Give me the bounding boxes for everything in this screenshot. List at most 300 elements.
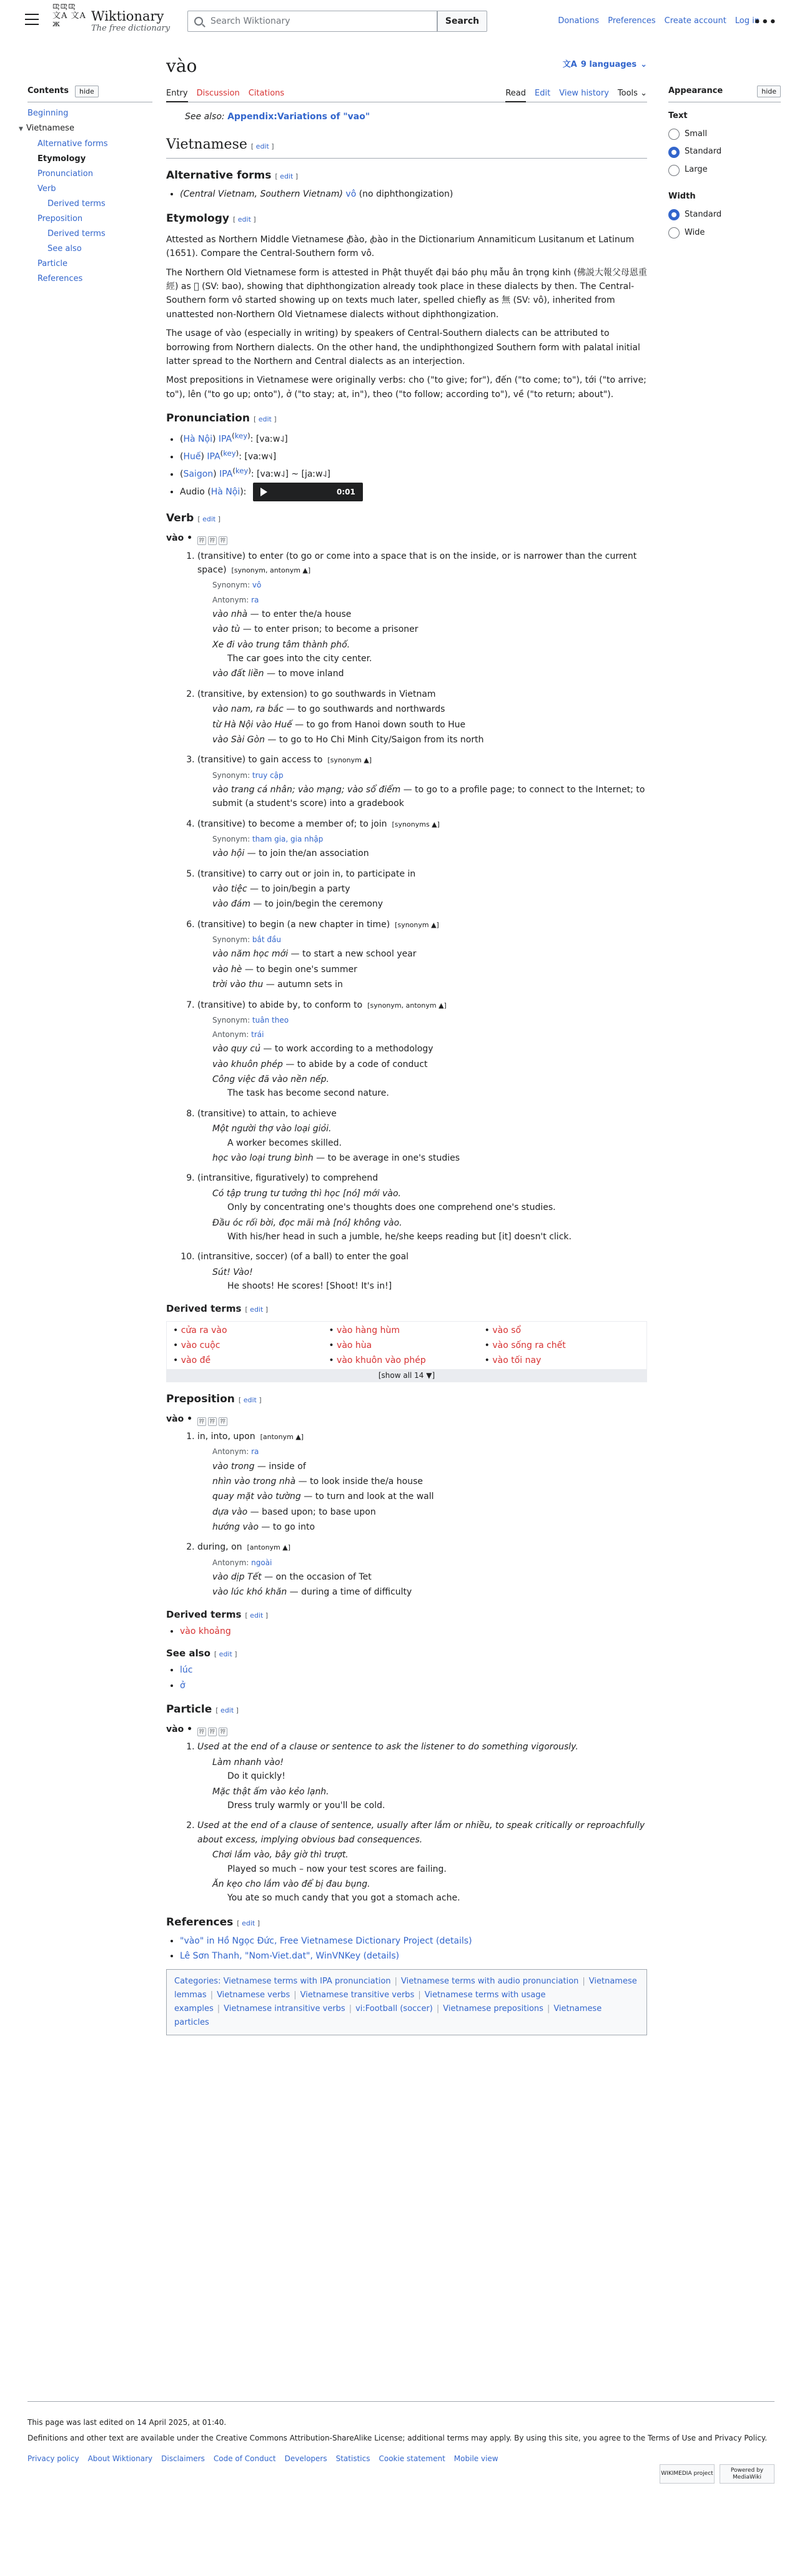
antonyms-line: [212, 1029, 647, 1041]
about-link[interactable]: About Wiktionary: [87, 2454, 153, 2464]
example-translation: — to start a new school year: [288, 949, 417, 960]
ipa-link[interactable]: IPA: [218, 434, 232, 445]
sense: [197, 1171, 647, 1244]
example-translation: — to look inside the/a house: [295, 1476, 423, 1487]
derived-term-link[interactable]: vào cuộc: [181, 1340, 220, 1350]
tab-read[interactable]: Read: [505, 84, 526, 102]
example-translation: — to enter the/a house: [247, 609, 352, 619]
edit-link[interactable]: edit: [250, 1611, 264, 1620]
chu-nom-icon[interactable]: 𡦂: [208, 1728, 217, 1736]
example-vietnamese: vào trang cá nhân; vào mạng; vào sổ điểm: [212, 784, 401, 795]
usage-example: [212, 1073, 647, 1101]
pronunciation-item: • (Huế) $IPA^{(key)}$: [vaːw˦˩]: [180, 448, 647, 464]
reference-link[interactable]: "vào" in Hồ Ngọc Đức, Free Vietnamese Dictionary Project (details): [180, 1935, 472, 1946]
antonym-link[interactable]: ngoài: [251, 1558, 272, 1567]
table-of-contents: [19, 85, 152, 287]
synonyms-label: Synonym:: [212, 770, 252, 780]
verb-senses: [166, 549, 647, 1294]
usage-example: [212, 783, 647, 811]
toc-item-alternative-forms[interactable]: Alternative forms: [37, 139, 108, 149]
see-also-term-link[interactable]: lúc: [180, 1665, 193, 1676]
toc-item-vietnamese[interactable]: Vietnamese: [26, 123, 74, 133]
example-vietnamese: vào Sài Gòn: [212, 734, 265, 745]
edit-link[interactable]: edit: [258, 415, 272, 424]
derived-term-link[interactable]: cửa ra vào: [181, 1325, 227, 1335]
example-vietnamese: vào nam, ra bắc: [212, 704, 284, 715]
toc-item-pronunciation[interactable]: Pronunciation: [37, 169, 93, 179]
sense-definition: during, on: [197, 1542, 242, 1553]
usage-example: [212, 1848, 647, 1876]
tab-discussion[interactable]: Discussion: [196, 89, 240, 98]
reference-item: [180, 1934, 647, 1948]
list-item: [180, 1625, 647, 1638]
sense: [197, 1107, 647, 1166]
sense-definition: (transitive) to abide by, to conform to: [197, 1000, 363, 1010]
category-link[interactable]: vi:Football (soccer): [355, 2004, 433, 2014]
usage-example: [212, 1490, 647, 1503]
sense: [197, 817, 647, 861]
sense-definition: (intransitive, soccer) (of a ball) to enter the goal: [197, 1252, 409, 1262]
etymology-paragraph: Most prepositions in Vietnamese were originally verbs: cho ("to give; for"), đến ("to come; to"), tới ("to arrive; to"), lên ("to go up; onto"), ở ("to stay; at, in"), theo ("to follow; according to"), về ("to return; about").: [166, 375, 646, 400]
category-link[interactable]: Vietnamese terms with audio pronunciation: [401, 1977, 579, 1987]
usage-example: [212, 882, 647, 896]
category-separator: |: [294, 1990, 297, 2000]
alt-form-link[interactable]: vô: [345, 189, 357, 200]
category-link[interactable]: Vietnamese prepositions: [443, 2004, 543, 2014]
headword-line: vào • 𡦂 𡦂 𡦂: [166, 1723, 647, 1736]
example-translation: — to go to a profile page; to connect to the Internet; to submit (a student's score) into a gradebook: [212, 784, 645, 809]
tab-citations[interactable]: Citations: [248, 89, 285, 98]
heading-particle: Particle [ edit ]: [166, 1703, 239, 1716]
category-link[interactable]: Vietnamese lemmas: [174, 1977, 637, 2000]
heading-verb: Verb [ edit ]: [166, 512, 221, 525]
synonym-toggle[interactable]: [antonym ▲]: [260, 1432, 304, 1441]
derived-term-link[interactable]: vào đề: [181, 1355, 211, 1365]
example-translation: — to move inland: [264, 669, 344, 679]
ipa-link[interactable]: IPA: [207, 451, 220, 462]
synonym-toggle[interactable]: [antonym ▲]: [247, 1543, 291, 1552]
example-translation: — to begin one's summer: [242, 964, 357, 975]
derived-term: [329, 1323, 484, 1338]
example-vietnamese: vào dịp Tết: [212, 1572, 262, 1583]
chu-nom-icon[interactable]: 𡦂: [197, 536, 206, 545]
sense-definition: (intransitive, figuratively) to comprehend: [197, 1173, 379, 1184]
usage-example: [212, 1266, 647, 1294]
dialect-link[interactable]: Huế: [183, 451, 201, 462]
usage-example: [212, 1058, 647, 1071]
tab-tools[interactable]: Tools ⌄: [617, 89, 647, 98]
footer-links: [27, 2453, 775, 2465]
example-vietnamese: học vào loại trung bình: [212, 1153, 314, 1164]
synonyms-line: [212, 934, 647, 946]
create-account-link[interactable]: Create account: [664, 16, 726, 26]
usage-example: [212, 1877, 647, 1905]
sense: [197, 1250, 647, 1293]
privacy-policy-link[interactable]: Privacy policy: [27, 2454, 79, 2464]
chevron-down-icon[interactable]: ▼: [19, 125, 23, 132]
derived-term-link[interactable]: vào tối nay: [492, 1355, 542, 1365]
toc-hide-button[interactable]: hide: [75, 86, 99, 97]
example-vietnamese: hướng vào: [212, 1522, 259, 1533]
play-icon[interactable]: [260, 488, 267, 496]
synonym-link[interactable]: tham gia, gia nhập: [252, 835, 324, 844]
width-standard-radio[interactable]: [668, 209, 680, 220]
heading-etymology: Etymology [ edit ]: [166, 212, 256, 225]
example-vietnamese: Làm nhanh vào!: [212, 1757, 284, 1767]
usage-example: [212, 1520, 647, 1534]
toc-item-beginning[interactable]: Beginning: [27, 108, 69, 118]
heading-prep-derived-terms: Derived terms [ edit ]: [166, 1608, 269, 1620]
example-vietnamese: từ Hà Nội vào Huế: [212, 719, 292, 730]
chu-nom-icon[interactable]: 𡦂: [197, 1417, 206, 1426]
example-vietnamese: quay mặt vào tường: [212, 1492, 301, 1502]
usage-example: [212, 1756, 647, 1784]
sense-definition: (transitive) to attain, to achieve: [197, 1108, 337, 1119]
example-translation: — to join/begin a party: [247, 884, 350, 894]
sense: [197, 753, 647, 810]
toc-item-verb-derived-terms[interactable]: Derived terms: [47, 199, 106, 209]
toc-item-etymology[interactable]: Etymology: [37, 154, 86, 164]
see-also-link[interactable]: Appendix:Variations of "vao": [227, 112, 370, 122]
preposition-senses: [166, 1430, 647, 1600]
see-also-term-link[interactable]: ở: [180, 1680, 186, 1691]
audio-time: 0:01: [336, 487, 355, 496]
statistics-link[interactable]: Statistics: [335, 2454, 370, 2464]
usage-example: [212, 1570, 647, 1584]
category-separator: |: [210, 1990, 214, 2000]
usage-example: [212, 1460, 647, 1473]
dialect-link[interactable]: Hà Nội: [183, 434, 212, 445]
example-vietnamese: Có tập trung tư tưởng thì học [nó] mới vào.: [212, 1188, 401, 1199]
antonyms-label: Antonym:: [212, 1558, 252, 1567]
sense: [197, 867, 647, 912]
category-separator: |: [547, 2004, 550, 2014]
example-translation: — autumn sets in: [263, 980, 343, 990]
example-translation: — to go to Ho Chi Minh City/Saigon from its north: [264, 734, 484, 745]
example-translation: The task has become second nature.: [227, 1088, 389, 1099]
edit-link[interactable]: edit: [237, 215, 251, 224]
example-translation: Do it quickly!: [227, 1771, 285, 1782]
language-button[interactable]: 文A 9 languages ⌄: [563, 59, 647, 72]
appearance-panel: [668, 85, 781, 239]
edit-link[interactable]: edit: [243, 1395, 257, 1404]
site-footer: [27, 2401, 775, 2480]
mobile-view-link[interactable]: Mobile view: [453, 2454, 498, 2464]
example-vietnamese: dựa vào: [212, 1507, 248, 1517]
heading-references: References [ edit ]: [166, 1915, 260, 1929]
synonym-toggle[interactable]: [synonym, antonym ▲]: [231, 566, 311, 574]
logo-tagline: The free dictionary: [91, 24, 171, 33]
heading-verb-derived-terms: Derived terms [ edit ]: [166, 1302, 269, 1314]
width-wide-radio[interactable]: [668, 227, 680, 238]
example-translation: A worker becomes skilled.: [227, 1138, 342, 1148]
example-translation: — on the occasion of Tet: [261, 1572, 372, 1583]
example-vietnamese: vào quy củ: [212, 1044, 260, 1054]
usage-example: [212, 1785, 647, 1813]
ipa-key-link[interactable]: key: [223, 449, 236, 458]
derived-term: [485, 1338, 640, 1353]
usage-example: [212, 607, 647, 621]
example-translation: Only by concentrating one's thoughts does one comprehend one's studies.: [227, 1202, 556, 1213]
width-wide-label: Wide: [685, 227, 705, 237]
usage-example: [212, 1187, 647, 1215]
audio-item: • Audio (Hà Nội): 0:01: [180, 483, 647, 501]
donations-link[interactable]: Donations: [558, 16, 600, 26]
dialect-link[interactable]: Saigon: [183, 469, 214, 479]
antonym-link[interactable]: trái: [251, 1030, 264, 1040]
derived-term: [173, 1338, 329, 1353]
antonyms-label: Antonym:: [212, 1030, 252, 1040]
chu-nom-icon[interactable]: 𡦂: [208, 1417, 217, 1426]
usage-example: [212, 963, 647, 976]
derived-term-link[interactable]: vào sống ra chết: [492, 1340, 566, 1350]
usage-example: [212, 978, 647, 991]
example-vietnamese: Mặc thật ấm vào kẻo lạnh.: [212, 1786, 329, 1797]
sense: [197, 918, 647, 992]
category-link[interactable]: Vietnamese transitive verbs: [300, 1990, 415, 2000]
derived-term: [329, 1338, 484, 1353]
example-translation: — during a time of difficulty: [287, 1587, 412, 1598]
antonyms-line: [212, 594, 647, 606]
sense-definition: (transitive) to begin (a new chapter in time): [197, 919, 390, 930]
example-vietnamese: vào nhà: [212, 609, 248, 619]
dialect-link[interactable]: Hà Nội: [210, 487, 240, 498]
log-in-link[interactable]: Log in: [735, 16, 760, 26]
synonyms-label: Synonym:: [212, 1015, 252, 1025]
particle-senses: [166, 1740, 647, 1905]
usage-example: [212, 718, 647, 732]
example-translation: With his/her head in such a jumble, he/she keeps reading but [it] doesn't click.: [227, 1231, 572, 1242]
toc-item-particle[interactable]: Particle: [37, 258, 68, 268]
derived-term: [329, 1353, 484, 1368]
wikimedia-badge[interactable]: WIKIMEDIA project: [660, 2464, 715, 2484]
synonym-toggle[interactable]: [synonym ▲]: [395, 920, 439, 929]
mediawiki-badge[interactable]: Powered by MediaWiki: [720, 2464, 775, 2484]
heading-preposition: Preposition [ edit ]: [166, 1392, 262, 1405]
toc-item-prep-derived-terms[interactable]: Derived terms: [47, 229, 106, 238]
code-of-conduct-link[interactable]: Code of Conduct: [213, 2454, 276, 2464]
derived-term: [485, 1353, 640, 1368]
category-link[interactable]: Vietnamese terms with IPA pronunciation: [223, 1977, 391, 1987]
example-vietnamese: trời vào thu: [212, 980, 264, 990]
show-all-derived-button[interactable]: [show all 14 ▼]: [167, 1369, 646, 1382]
toc-item-see-also[interactable]: See also: [47, 243, 82, 253]
edit-link[interactable]: edit: [242, 1919, 255, 1927]
example-vietnamese: Đầu óc rối bời, đọc mãi mà [nó] không vào.: [212, 1217, 402, 1228]
list-item: [180, 1679, 647, 1693]
antonym-link[interactable]: ra: [251, 1447, 259, 1457]
chu-nom-icon[interactable]: 𡦂: [219, 536, 227, 545]
pronunciation-item: • (Saigon) $IPA^{(key)}$: [vaːw˨˩] ~ [jaːw˨˩]: [180, 465, 647, 481]
heading-see-also: See also [ edit ]: [166, 1648, 237, 1659]
headword-line: vào • 𡦂 𡦂 𡦂: [166, 531, 647, 545]
usage-example: [212, 1475, 647, 1488]
etymology-paragraph: The Northern Old Vietnamese form is attested in Phật thuyết đại báo phụ mẫu ân trọng kinh (佛説大報父母恩重經) as 𨀈 (SV: bao), showing that diphthongization already took place in these dialects by then. The Central-Southern form vô started showing up on texts much later, spelled chiefly as 無 (SV: vô), inherited from unattested non-Northern Old Vietnamese dialects without diphthongization.: [166, 267, 647, 320]
synonym-toggle[interactable]: [synonym, antonym ▲]: [367, 1001, 447, 1010]
example-vietnamese: Một người thợ vào loại giỏi.: [212, 1124, 332, 1134]
antonyms-label: Antonym:: [212, 595, 252, 604]
chu-nom-icon[interactable]: 𡦂: [219, 1728, 227, 1736]
example-vietnamese: Xe đi vào trung tâm thành phố.: [212, 639, 350, 650]
sense-definition: (transitive) to become a member of; to join: [197, 819, 387, 829]
chevron-down-icon: ⌄: [640, 89, 647, 98]
sense-definition: (transitive) to gain access to: [197, 755, 323, 765]
tab-edit[interactable]: Edit: [535, 89, 551, 98]
example-vietnamese: vào khuôn phép: [212, 1059, 283, 1069]
derived-term-link[interactable]: vào hàng hùm: [337, 1325, 400, 1335]
ipa-key-link[interactable]: key: [235, 466, 249, 476]
example-translation: He shoots! He scores! [Shoot! It's in!]: [227, 1281, 392, 1292]
main-menu-icon[interactable]: [25, 14, 39, 25]
edit-link[interactable]: edit: [220, 1706, 234, 1714]
headword-line: vào • 𡦂 𡦂 𡦂: [166, 1412, 647, 1426]
example-vietnamese: Chơi lắm vào, bây giờ thì trượt.: [212, 1850, 349, 1861]
synonym-link[interactable]: bắt đầu: [252, 935, 281, 945]
appearance-title: Appearance: [668, 86, 723, 96]
preferences-link[interactable]: Preferences: [608, 16, 656, 26]
edit-link[interactable]: edit: [202, 515, 216, 524]
text-standard-radio[interactable]: [668, 147, 680, 158]
language-icon: 文A: [562, 60, 577, 69]
ipa-link[interactable]: IPA: [219, 469, 233, 479]
derived-term-link[interactable]: vào hùa: [337, 1340, 372, 1350]
example-translation: — to join the/an association: [244, 848, 369, 859]
synonyms-line: [212, 579, 647, 591]
derived-term-link[interactable]: vào khuôn vào phép: [337, 1355, 426, 1365]
synonym-toggle[interactable]: [synonym ▲]: [327, 756, 372, 765]
example-translation: — to abide by a code of conduct: [282, 1059, 428, 1069]
example-translation: — to go southwards and northwards: [283, 704, 445, 715]
wiktionary-logo-icon[interactable]: ꕓꕓꕓ 文A 文A ж: [52, 3, 86, 29]
reference-link[interactable]: Lê Sơn Thanh, "Nom-Viet.dat", WinVNKey (details): [180, 1951, 400, 1962]
etymology-paragraph: The usage of vào (especially in writing) by speakers of Central-Southern dialects can be attributed to borrowing from Northern dialects. On the other hand, the undiphthongized Southern form with palatal initial latter spread to the Northern and Central dialects as an interjection.: [166, 328, 640, 366]
sense: [197, 1430, 647, 1535]
search-input[interactable]: [209, 16, 415, 27]
text-large-label: Large: [685, 165, 708, 175]
example-translation: — to go into: [258, 1522, 315, 1533]
text-small-label: Small: [685, 129, 708, 139]
derived-term-link[interactable]: vào sổ: [492, 1325, 522, 1335]
sense-definition: Used at the end of a clause or sentence to ask the listener to do something vigorously.: [197, 1742, 578, 1753]
category-link[interactable]: Vietnamese intransitive verbs: [224, 2004, 345, 2014]
page-title: vào: [166, 56, 197, 76]
audio-player[interactable]: [253, 483, 363, 501]
appearance-hide-button[interactable]: hide: [757, 86, 781, 97]
user-links: [558, 15, 760, 28]
edit-link[interactable]: edit: [219, 1650, 232, 1659]
chu-nom-icon[interactable]: 𡦂: [197, 1728, 206, 1736]
synonym-link[interactable]: truy cập: [252, 770, 284, 780]
example-translation: — to turn and look at the wall: [300, 1492, 434, 1502]
synonyms-label: Synonym:: [212, 835, 252, 844]
categories-label[interactable]: Categories:: [174, 1977, 221, 1987]
category-separator: |: [436, 2004, 440, 2014]
search-icon: [194, 17, 203, 26]
chu-nom-icon[interactable]: 𡦂: [208, 536, 217, 545]
derived-term: [173, 1323, 329, 1338]
example-translation: — inside of: [254, 1461, 306, 1472]
toc-item-references[interactable]: References: [37, 273, 83, 283]
main-content: [166, 54, 647, 2035]
synonyms-line: [212, 770, 647, 782]
example-translation: Dress truly warmly or you'll be cold.: [227, 1800, 385, 1811]
usage-example: [212, 638, 647, 666]
usage-example: [212, 947, 647, 961]
category-link[interactable]: Vietnamese verbs: [217, 1990, 290, 2000]
example-vietnamese: vào hè: [212, 964, 242, 975]
antonym-link[interactable]: ra: [251, 595, 259, 604]
search-button[interactable]: Search: [437, 11, 487, 32]
ipa-key-link[interactable]: key: [234, 431, 248, 441]
antonyms-line: [212, 1557, 647, 1569]
example-translation: — to work according to a methodology: [260, 1044, 433, 1054]
usage-example: [212, 897, 647, 911]
sense: [197, 1540, 647, 1599]
sense-definition: (transitive, by extension) to go southwards in Vietnam: [197, 689, 436, 699]
cookie-statement-link[interactable]: Cookie statement: [379, 2454, 445, 2464]
category-link[interactable]: Vietnamese particles: [174, 2004, 602, 2028]
synonyms-label: Synonym:: [212, 581, 252, 590]
example-vietnamese: vào hội: [212, 848, 245, 859]
tab-entry[interactable]: Entry: [166, 84, 188, 102]
derived-term: [173, 1353, 329, 1368]
text-large-radio[interactable]: [668, 165, 680, 176]
chu-nom-icon[interactable]: 𡦂: [219, 1417, 227, 1426]
derived-term: [485, 1323, 640, 1338]
heading-alternative-forms: Alternative forms [ edit ]: [166, 169, 299, 182]
example-vietnamese: Sút! Vào!: [212, 1267, 253, 1277]
pronunciation-item: • (Hà Nội) $IPA^{(key)}$: [vaːw˨˩]: [180, 430, 647, 446]
sense-definition: (transitive) to carry out or join in, to participate in: [197, 868, 416, 879]
categories-box: [166, 1969, 647, 2035]
category-link[interactable]: Vietnamese terms with usage examples: [174, 1990, 546, 2014]
page-tabs: [166, 84, 647, 102]
more-options-icon[interactable]: •••: [753, 16, 777, 29]
sense-definition: Used at the end of a clause of sentence, usually after lắm or nhiều, to speak critically or reproachfully about excess, implying obvious bad consequences.: [197, 1821, 645, 1845]
usage-example: [212, 1216, 647, 1244]
example-vietnamese: vào đất liền: [212, 669, 264, 679]
synonym-toggle[interactable]: [synonyms ▲]: [392, 820, 440, 828]
synonyms-label: Synonym:: [212, 935, 252, 945]
derived-term-link[interactable]: vào khoảng: [180, 1626, 231, 1636]
synonym-link[interactable]: tuân theo: [252, 1015, 289, 1025]
usage-example: [212, 1122, 647, 1150]
usage-example: [212, 622, 647, 636]
see-also-hatnote: See also: Appendix:Variations of "vao": [185, 112, 370, 122]
toc-item-preposition[interactable]: Preposition: [37, 214, 83, 224]
example-translation: You ate so much candy that you got a stomach ache.: [227, 1893, 460, 1904]
edit-link[interactable]: edit: [250, 1305, 264, 1314]
example-translation: — to be average in one's studies: [313, 1153, 460, 1164]
example-vietnamese: vào lúc khó khăn: [212, 1587, 287, 1598]
logo-title[interactable]: Wiktionary: [91, 9, 164, 24]
example-vietnamese: vào tù: [212, 624, 240, 635]
reference-item: [180, 1949, 647, 1963]
text-small-radio[interactable]: [668, 129, 680, 140]
etymology-paragraph: Attested as Northern Middle Vietnamese ꞗ̃ào, ꞗào in the Dictionarium Annamiticum Lusitanum et Latinum (1651). Compare the Central-Southern form vô.: [166, 234, 635, 259]
usage-example: [212, 667, 647, 681]
tab-view-history[interactable]: View history: [559, 89, 609, 98]
synonym-link[interactable]: vô: [252, 581, 262, 590]
last-edited: This page was last edited on 14 April 2025, at 01:40.: [27, 2418, 227, 2427]
disclaimers-link[interactable]: Disclaimers: [161, 2454, 205, 2464]
usage-example: [212, 1505, 647, 1519]
toc-item-verb[interactable]: Verb: [37, 184, 56, 194]
edit-link[interactable]: edit: [280, 172, 294, 181]
edit-link[interactable]: edit: [255, 142, 269, 151]
sense: [197, 998, 647, 1101]
developers-link[interactable]: Developers: [284, 2454, 327, 2464]
